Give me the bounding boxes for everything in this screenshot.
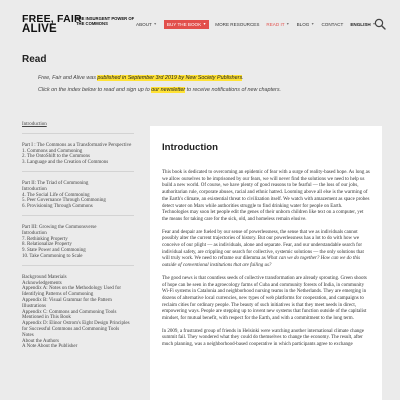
- toc-introduction[interactable]: Introduction: [22, 122, 134, 134]
- logo-line-2: ALIVE: [22, 23, 57, 35]
- nav-language[interactable]: [350, 22, 375, 27]
- nav-read-it[interactable]: [266, 22, 289, 27]
- toc-item[interactable]: 8. Relationalize Property: [22, 242, 72, 248]
- toc-item[interactable]: 7. Rethinking Property: [22, 236, 68, 242]
- toc-item[interactable]: 5. Peer Governance Through Commoning: [22, 198, 106, 204]
- toc-item[interactable]: Appendix C: Commons and Commoning Tools Mentioned in This Book: [22, 309, 117, 321]
- toc-item[interactable]: 4. The Social Life of Commoning: [22, 192, 90, 198]
- toc-part-title[interactable]: Part II: The Triad of Commoning: [22, 180, 89, 186]
- toc-item[interactable]: 3. Language and the Creation of Commons: [22, 160, 109, 166]
- paragraph: This book is dedicated to overcoming an epidemic of fear with a surge of reality-based hope. As long as we allow ourselves to be imprisoned by our fears, we will never find the solutions we need to help us build a new world. Of course, we have plenty of good reasons to be fearful — the loss of our jobs, authoritarian rule, corporate abuses, racial and ethnic hatred. Looming above all else is the warming of the Earth's climate, an existential threat to civilization itself. We watch with amazement as space probes detect water on Mars while authorities struggle to find drinking water for people on Earth. Technologies may soon let people edit the genes of their unborn children like text on a computer, yet the means for taking care for the sick, old, and homeless remain elusive.: [162, 170, 370, 222]
- chapter-text: [162, 170, 370, 355]
- nav-label: ABOUT: [136, 21, 152, 27]
- chevron-down-icon: ▼: [153, 22, 157, 26]
- logo-line-1: FREE, FAIR: [22, 13, 82, 25]
- chevron-down-icon: ▼: [202, 22, 207, 26]
- site-header: [0, 0, 400, 44]
- paragraph: The good news is that countless seeds of collective transformation are already sprouting. Green shoots of hope can be seen in the agroecology farms of Cuba and community forests of India, in community Wi-Fi systems in Catalonia and neighborhood nursing teams in the Netherlands. They are emerging in dozens of alternative local currencies, new types of web platforms for cooperation, and campaigns to reclaim cities for ordinary people. The beauty of such initiatives is that they meet needs in direct, empowering ways. People are stepping up to invent new systems that function outside of the capitalist mindset, for mutual benefit, with respect for the Earth, and with a commitment to the long term.: [162, 275, 367, 322]
- page-title: Read: [22, 54, 47, 65]
- toc-item[interactable]: Appendix A: Notes on the Methodology Used for Identifying Patterns of Commoning: [22, 286, 122, 298]
- nav-label: ENGLISH: [350, 21, 371, 27]
- toc-item[interactable]: Notes: [22, 332, 34, 338]
- toc-part-title[interactable]: Part I : The Commons as a Transformative Perspective: [22, 142, 132, 148]
- page-intro: [38, 74, 378, 98]
- nav-more-resources[interactable]: [215, 22, 259, 27]
- paragraph-text: Fear and despair are fueled by our sense of powerlessness, the sense that we as individuals cannot possibly alter the current trajectories of history. But our powerlessness has a lot to do with how we conceive of our plight — as individuals, alone and separate. Fear, and our understandable search for individual safety, are crippling our search for collective, systemic solutions — the only solutions that will truly work. We need to reframe our dilemma as: [162, 229, 364, 262]
- toc-item[interactable]: About the Authors: [22, 338, 59, 344]
- toc-item[interactable]: A Note About the Publisher: [22, 344, 78, 350]
- intro-text: .: [242, 75, 244, 81]
- intro-text: Click on the index below to read and sign up to: [38, 87, 152, 93]
- site-logo[interactable]: [22, 14, 140, 36]
- nav-label: BLOG: [296, 21, 310, 27]
- main-nav: [136, 18, 386, 30]
- toc-item[interactable]: Introduction: [22, 186, 47, 192]
- chapter-content: [150, 126, 382, 400]
- logo-tagline: THE INSURGENT POWER OF THE COMMONS: [76, 16, 135, 26]
- intro-publication: [38, 74, 378, 82]
- nav-about[interactable]: [136, 22, 157, 27]
- toc-item[interactable]: 9. State Power and Commoning: [22, 248, 86, 254]
- paragraph-emphasis: What can we do together? How can we do this outside of conventional institutions that are failing us?: [162, 256, 361, 269]
- intro-text: to receive notifications of new chapters.: [185, 87, 282, 93]
- toc-part-1: [22, 143, 134, 172]
- logo-wordmark: [22, 14, 82, 34]
- intro-newsletter: [38, 86, 378, 94]
- nav-label: CONTACT: [321, 21, 344, 27]
- toc-item[interactable]: Introduction: [22, 230, 47, 236]
- toc-background: [22, 275, 134, 350]
- toc-part-title[interactable]: Background Materials: [22, 274, 67, 280]
- intro-text: Free, Fair and Alive was: [38, 75, 98, 81]
- toc-item[interactable]: 10. Take Commoning to Scale: [22, 253, 83, 259]
- chapter-title: Introduction: [162, 142, 218, 153]
- chevron-down-icon: ▼: [310, 22, 315, 26]
- nav-contact[interactable]: [321, 22, 343, 27]
- toc-item[interactable]: Acknowledgements: [22, 280, 62, 286]
- nav-label: BUY THE BOOK: [166, 21, 202, 27]
- nav-blog[interactable]: [297, 22, 315, 27]
- toc-item[interactable]: Appendix D: Elinor Ostrom's Eight Design Principles for Successful Commons and Commoning Tools: [22, 321, 130, 332]
- toc-part-3: [22, 225, 134, 266]
- publisher-link[interactable]: published in September 3rd 2019 by New Society Publishers: [97, 75, 243, 81]
- paragraph: In 2009, a frustrated group of friends in Helsinki were watching another international climate change summit fail. They wondered what they could do themselves to change the economy. The result, after much planning, was a neighborhood-based cooperative in which participants agree to exchange: [162, 328, 365, 348]
- toc-item[interactable]: 1. Commons and Commoning: [22, 148, 83, 154]
- toc-part-title[interactable]: Part III: Growing the Commonsverse: [22, 224, 97, 230]
- toc-item[interactable]: 6. Provisioning Through Commons: [22, 204, 93, 210]
- search-icon[interactable]: [374, 18, 386, 30]
- newsletter-link[interactable]: our newsletter: [151, 87, 186, 93]
- nav-label: READ IT: [266, 21, 285, 27]
- toc-part-2: [22, 181, 134, 216]
- table-of-contents: [22, 122, 134, 350]
- chevron-down-icon: ▼: [372, 22, 376, 26]
- paragraph: [162, 230, 370, 270]
- chevron-down-icon: ▼: [286, 22, 290, 26]
- toc-item[interactable]: Appendix B: Visual Grammar for the Pattern Illustrations: [22, 297, 112, 309]
- toc-item[interactable]: 2. The OntoShift to the Commons: [22, 154, 90, 160]
- nav-label: MORE RESOURCES: [215, 21, 260, 27]
- nav-buy-the-book[interactable]: [164, 20, 209, 29]
